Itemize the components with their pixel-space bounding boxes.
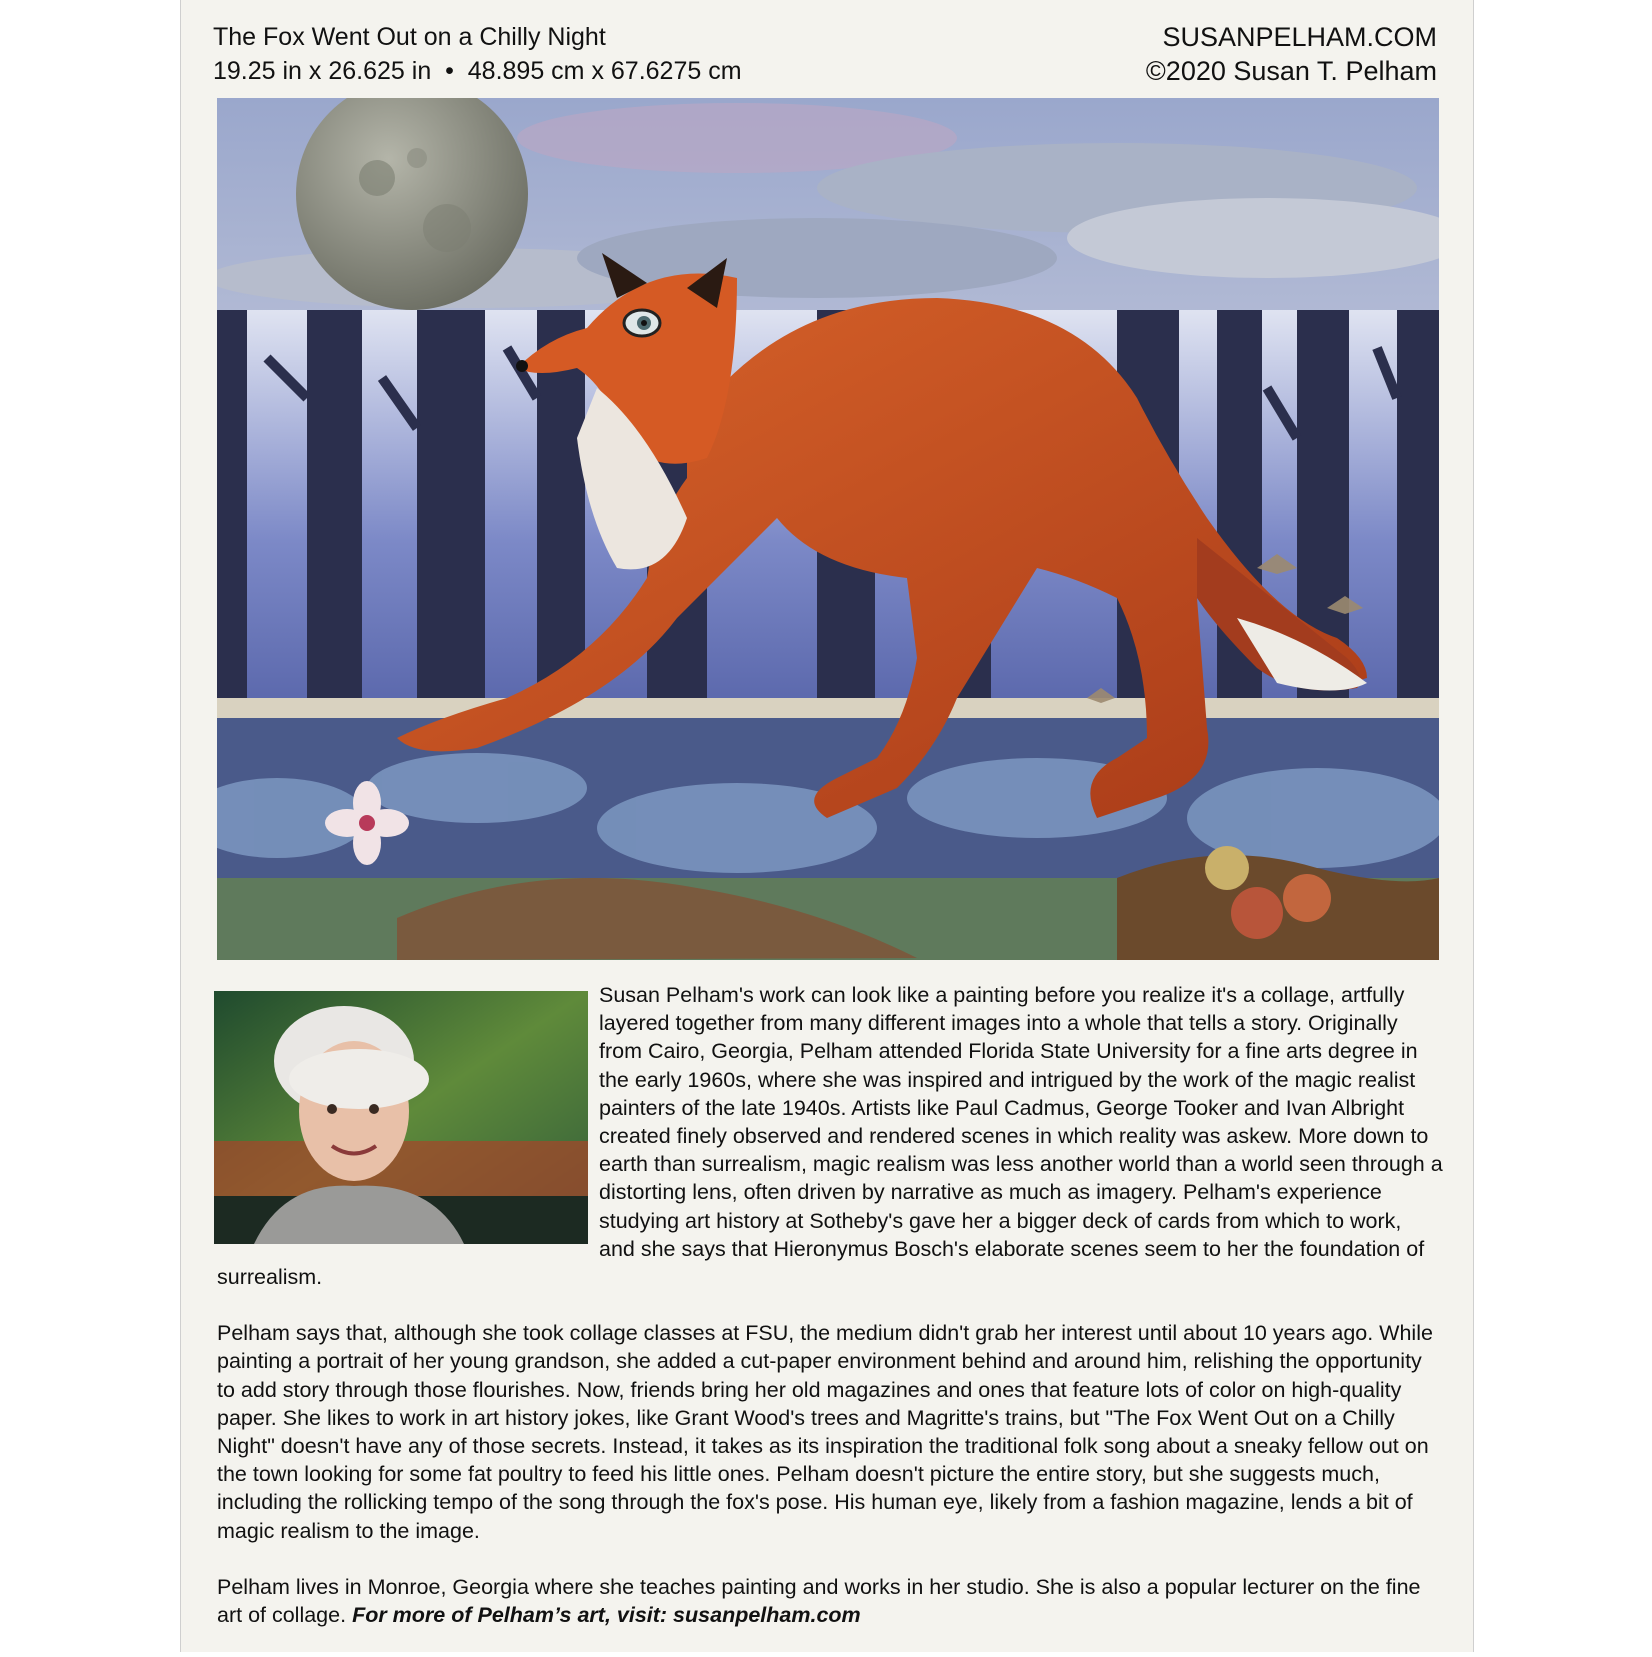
article-paragraph-1: Susan Pelham's work can look like a painting before you realize it's a collage, artfully layered together from many different images into a whole that tells a story. Originally from Cairo, Georgia, Pelham attended Florida State University for a fine arts degree in the early 1960s, where she was inspired and intrigued by the work of the magic realist painters of the late 1940s. Artists like Paul Cadmus, George Tooker and Ivan Albright created finely observed and rendered scenes in which reality was askew. More down to earth than surrealism, magic realism was less another world than a world seen through a distorting lens, often driven by narrative as much as imagery. Pelham's experience studying art history at Sotheby's gave her a bigger deck of cards from which to work, and she says that Hieronymus Bosch's elaborate scenes seem to her the foundation of surrealism.: [217, 983, 1443, 1290]
copyright-label: ©2020 Susan T. Pelham: [1145, 56, 1437, 86]
article-paragraph-3: [217, 1573, 1443, 1629]
header-right: [1146, 20, 1437, 88]
header-left: [213, 20, 742, 88]
website-label: SUSANPELHAM.COM: [1162, 22, 1437, 52]
portrait-spacer: [217, 981, 599, 1248]
website-credit: For more of Pelham’s art, visit: susanpelham.com: [352, 1603, 861, 1628]
artwork-title: The Fox Went Out on a Chilly Night: [213, 23, 606, 51]
article-paragraph-2: Pelham says that, although she took collage classes at FSU, the medium didn't grab her interest until about 10 years ago. While painting a portrait of her young grandson, she added a cut-paper environment behind and around him, relishing the opportunity to add story through those flourishes. Now, friends bring her old magazines and ones that feature lots of color on high-quality paper. She likes to work in art history jokes, like Grant Wood's trees and Magritte's trains, but "The Fox Went Out on a Chilly Night" doesn't have any of those secrets. Instead, it takes as its inspiration the traditional folk song about a sneaky fellow out on the town looking for some fat poultry to feed his little ones. Pelham doesn't picture the entire story, but she suggests much, including the rollicking tempo of the song through the fox's pose. His human eye, likely from a fashion magazine, lends a bit of magic realism to the image.: [217, 1321, 1433, 1543]
fox-collage-illustration: [217, 98, 1439, 960]
article-paragraph-3-text: Pelham lives in Monroe, Georgia where she teaches painting and works in her studio. She is also a popular lecturer on the fine art of collage.: [217, 1574, 1421, 1628]
article-body: [217, 981, 1443, 1657]
artwork-image: [217, 98, 1439, 960]
artwork-dimensions: 19.25 in x 26.625 in • 48.895 cm x 67.6275 cm: [213, 57, 742, 85]
document-page: [180, 0, 1474, 1652]
